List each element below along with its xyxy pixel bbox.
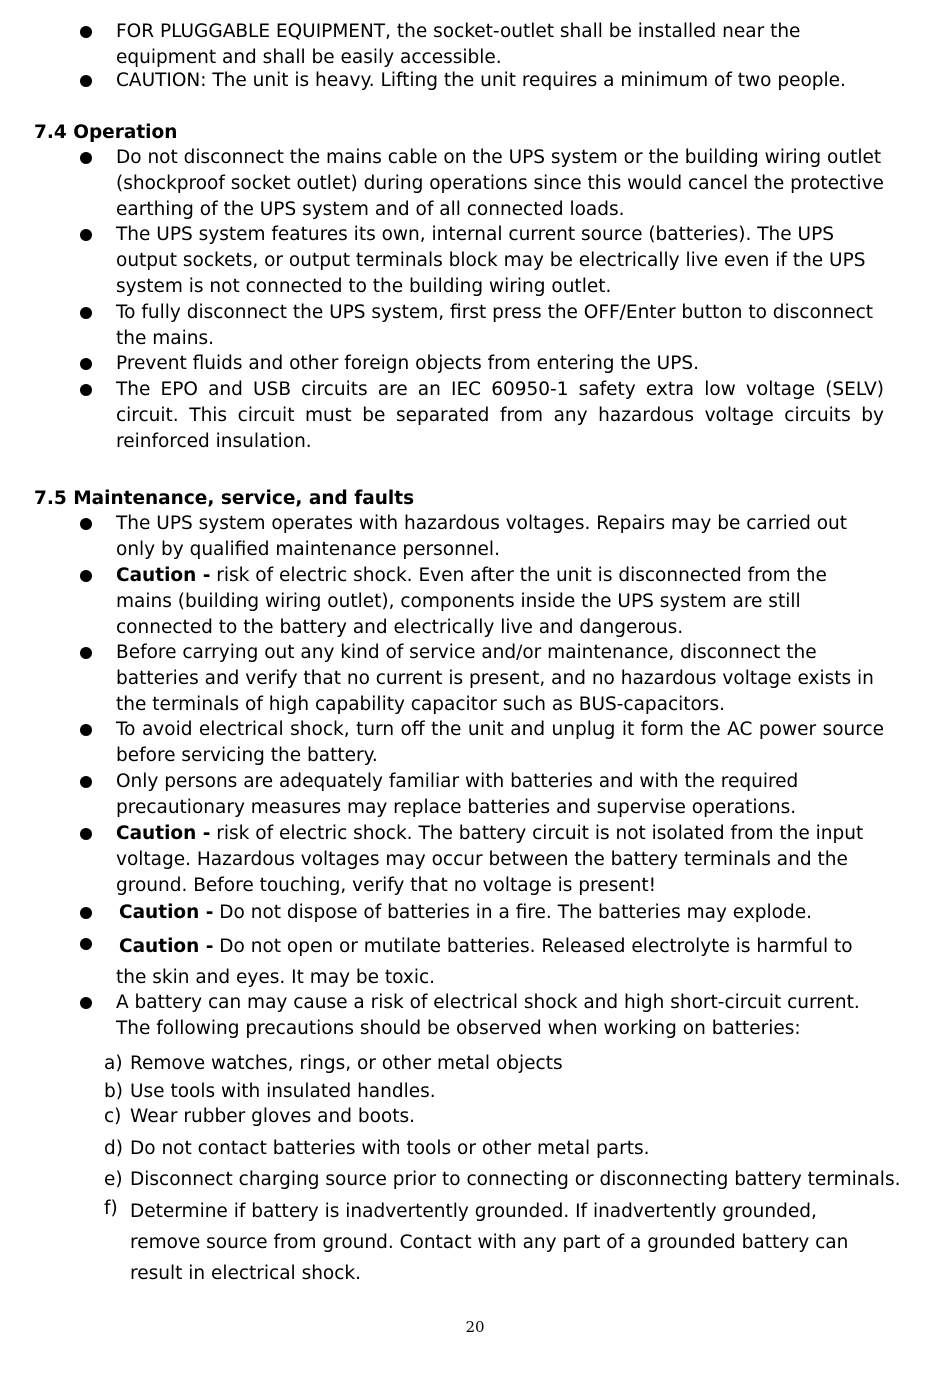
list-item: A battery can may cause a risk of electrical shock and high short-circuit current. The following precautions should be observed when working on batteries: [116, 992, 860, 1039]
bullet-icon [80, 828, 92, 840]
bullet-icon [80, 358, 92, 370]
section-heading: 7.4 Operation [34, 122, 178, 143]
list-item: Do not disconnect the mains cable on the UPS system or the building wiring outlet (shockproof socket outlet) during operations since this would cancel the protective earthing of the UPS system and of all connected loads. [116, 147, 884, 220]
bullet-icon [80, 307, 92, 319]
bullet-icon [80, 75, 92, 87]
precaution-item: d) Do not contact batteries with tools or other metal parts. [104, 1138, 650, 1159]
list-item: Prevent fluids and other foreign objects from entering the UPS. [116, 353, 699, 374]
bullet-icon [80, 229, 92, 241]
list-item: Caution - risk of electric shock. The battery circuit is not isolated from the input voltage. Hazardous voltages may occur between the battery terminals and the ground. Before touching, verify that no voltage is present! [116, 823, 864, 896]
list-item: Caution - Do not dispose of batteries in a fire. The batteries may explode. [119, 902, 812, 923]
precaution-item: b) Use tools with insulated handles. [104, 1081, 436, 1102]
caution-label: Caution - [119, 902, 214, 923]
precaution-item: e) Disconnect charging source prior to connecting or disconnecting battery terminals. [104, 1169, 901, 1190]
bullet-icon [80, 570, 92, 582]
precaution-item: a) Remove watches, rings, or other metal objects [104, 1053, 563, 1074]
bullet-icon [80, 724, 92, 736]
list-item: The UPS system features its own, internal current source (batteries). The UPS output sockets, or output terminals block may be electrically live even if the UPS system is not connected to the building wiring outlet. [116, 224, 866, 297]
bullet-icon [80, 152, 92, 164]
list-item: To fully disconnect the UPS system, first press the OFF/Enter button to disconnect the mains. [116, 302, 874, 349]
list-item: To avoid electrical shock, turn off the unit and unplug it form the AC power source before servicing the battery. [116, 719, 884, 766]
bullet-icon [80, 384, 92, 396]
caution-label: Caution - [116, 823, 211, 844]
caution-label: Caution - [116, 565, 211, 586]
list-item: Only persons are adequately familiar with batteries and with the required precautionary measures may replace batteries and supervise operations. [116, 771, 799, 818]
intro-item: CAUTION: The unit is heavy. Lifting the unit requires a minimum of two people. [116, 70, 846, 91]
page-number: 20 [465, 1318, 485, 1336]
precaution-letter: f) [104, 1198, 118, 1219]
bullet-icon [80, 518, 92, 530]
caution-label: Caution - [119, 936, 214, 957]
bullet-icon [80, 997, 92, 1009]
section-heading: 7.5 Maintenance, service, and faults [34, 488, 415, 509]
list-item: Caution - risk of electric shock. Even after the unit is disconnected from the mains (building wiring outlet), components inside the UPS system are still connected to the battery and electrically live and dangerous. [116, 565, 827, 638]
precaution-item: Determine if battery is inadvertently grounded. If inadvertently grounded, remove source from ground. Contact with any part of a grounded battery can result in electrical shock. [130, 1201, 849, 1284]
list-item: The UPS system operates with hazardous voltages. Repairs may be carried out only by qualified maintenance personnel. [116, 513, 848, 560]
bullet-icon [80, 647, 92, 659]
bullet-icon [80, 938, 92, 950]
bullet-icon [80, 776, 92, 788]
list-item: Caution - Do not open or mutilate batteries. Released electrolyte is harmful to the skin and eyes. It may be toxic. [116, 936, 853, 988]
intro-item: FOR PLUGGABLE EQUIPMENT, the socket-outlet shall be installed near the equipment and shall be easily accessible. [116, 21, 801, 68]
precaution-item: c) Wear rubber gloves and boots. [104, 1106, 415, 1127]
bullet-icon [80, 907, 92, 919]
list-item: The EPO and USB circuits are an IEC 60950-1 safety extra low voltage (SELV) circuit. This circuit must be separated from any hazardous voltage circuits by reinforced insulation. [116, 379, 884, 452]
list-item: Before carrying out any kind of service and/or maintenance, disconnect the batteries and verify that no current is present, and no hazardous voltage exists in the terminals of high capability capacitor such as BUS-capacitors. [116, 642, 874, 715]
bullet-icon [80, 26, 92, 38]
